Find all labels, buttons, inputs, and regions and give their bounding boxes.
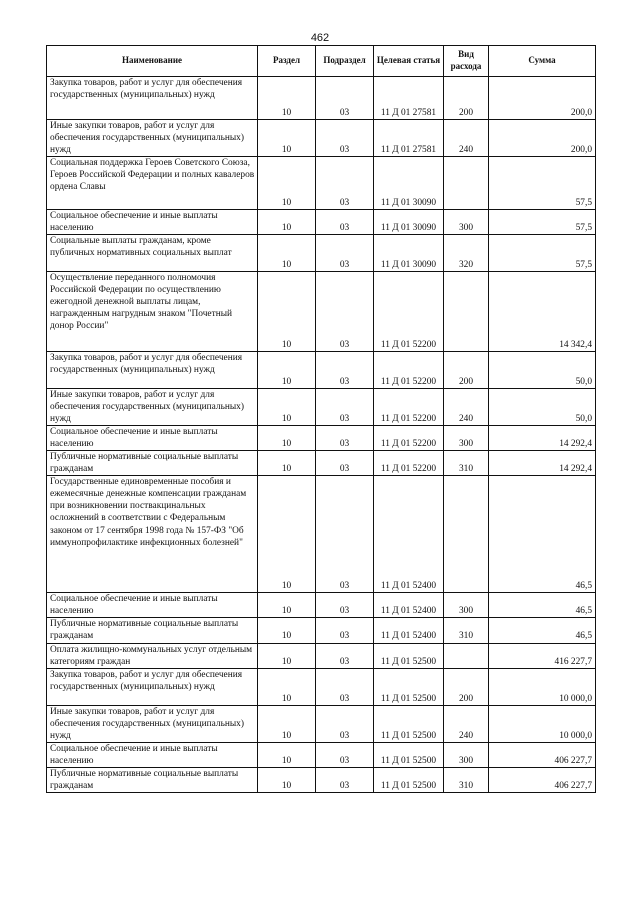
table-row <box>47 767 596 792</box>
table-row <box>47 426 596 451</box>
row-article: 11 Д 01 52200 <box>374 352 444 389</box>
row-subsection: 03 <box>316 272 374 352</box>
row-article: 11 Д 01 30090 <box>374 157 444 210</box>
row-subsection: 03 <box>316 235 374 272</box>
row-name: Закупка товаров, работ и услуг для обеспечения государственных (муниципальных) нужд <box>47 668 258 705</box>
row-expense-type <box>444 272 489 352</box>
row-subsection: 03 <box>316 157 374 210</box>
header-sum: Сумма <box>489 46 596 77</box>
row-section: 10 <box>258 120 316 157</box>
row-name: Социальное обеспечение и иные выплаты населению <box>47 210 258 235</box>
row-expense-type: 310 <box>444 451 489 476</box>
row-article: 11 Д 01 52200 <box>374 272 444 352</box>
row-section: 10 <box>258 77 316 120</box>
row-expense-type: 300 <box>444 210 489 235</box>
row-name: Иные закупки товаров, работ и услуг для обеспечения государственных (муниципальных) нужд <box>47 705 258 742</box>
table-row <box>47 618 596 643</box>
row-expense-type: 300 <box>444 426 489 451</box>
row-sum: 57,5 <box>489 157 596 210</box>
row-article: 11 Д 01 30090 <box>374 210 444 235</box>
row-sum: 46,5 <box>489 618 596 643</box>
row-article: 11 Д 01 52200 <box>374 426 444 451</box>
row-section: 10 <box>258 643 316 668</box>
table-row <box>47 235 596 272</box>
row-expense-type: 200 <box>444 668 489 705</box>
header-section: Раздел <box>258 46 316 77</box>
row-sum: 200,0 <box>489 120 596 157</box>
table-row <box>47 77 596 120</box>
row-sum: 10 000,0 <box>489 705 596 742</box>
row-section: 10 <box>258 593 316 618</box>
row-article: 11 Д 01 52500 <box>374 643 444 668</box>
row-article: 11 Д 01 52500 <box>374 742 444 767</box>
table-row <box>47 742 596 767</box>
row-sum: 10 000,0 <box>489 668 596 705</box>
row-article: 11 Д 01 52400 <box>374 476 444 593</box>
row-expense-type <box>444 157 489 210</box>
table-row <box>47 476 596 593</box>
row-article: 11 Д 01 30090 <box>374 235 444 272</box>
table-row <box>47 451 596 476</box>
row-subsection: 03 <box>316 389 374 426</box>
row-sum: 416 227,7 <box>489 643 596 668</box>
row-subsection: 03 <box>316 643 374 668</box>
row-sum: 57,5 <box>489 235 596 272</box>
row-section: 10 <box>258 705 316 742</box>
header-expense-type: Вид расхода <box>444 46 489 77</box>
row-article: 11 Д 01 52200 <box>374 389 444 426</box>
row-article: 11 Д 01 52400 <box>374 618 444 643</box>
row-section: 10 <box>258 210 316 235</box>
table-row <box>47 120 596 157</box>
row-article: 11 Д 01 27581 <box>374 77 444 120</box>
row-name: Иные закупки товаров, работ и услуг для обеспечения государственных (муниципальных) нужд <box>47 120 258 157</box>
row-sum: 46,5 <box>489 476 596 593</box>
row-subsection: 03 <box>316 426 374 451</box>
row-sum: 50,0 <box>489 389 596 426</box>
row-name: Осуществление переданного полномочия Российской Федерации по осуществлению ежегодной денежной выплаты лицам, награжденным нагрудным знаком "Почетный донор России" <box>47 272 258 352</box>
row-subsection: 03 <box>316 767 374 792</box>
table-row <box>47 389 596 426</box>
row-article: 11 Д 01 52200 <box>374 451 444 476</box>
row-article: 11 Д 01 52500 <box>374 767 444 792</box>
row-subsection: 03 <box>316 352 374 389</box>
row-section: 10 <box>258 426 316 451</box>
row-expense-type: 240 <box>444 120 489 157</box>
row-article: 11 Д 01 52400 <box>374 593 444 618</box>
row-expense-type: 300 <box>444 593 489 618</box>
row-subsection: 03 <box>316 210 374 235</box>
table-row <box>47 352 596 389</box>
table-row <box>47 272 596 352</box>
row-section: 10 <box>258 476 316 593</box>
row-name: Закупка товаров, работ и услуг для обеспечения государственных (муниципальных) нужд <box>47 352 258 389</box>
header-article: Целевая статья <box>374 46 444 77</box>
row-expense-type: 200 <box>444 352 489 389</box>
row-subsection: 03 <box>316 705 374 742</box>
row-expense-type: 200 <box>444 77 489 120</box>
table-row <box>47 210 596 235</box>
budget-table <box>46 45 596 793</box>
row-subsection: 03 <box>316 742 374 767</box>
row-article: 11 Д 01 52500 <box>374 705 444 742</box>
row-name: Оплата жилищно-коммунальных услуг отдельным категориям граждан <box>47 643 258 668</box>
row-article: 11 Д 01 27581 <box>374 120 444 157</box>
row-section: 10 <box>258 389 316 426</box>
row-sum: 50,0 <box>489 352 596 389</box>
row-name: Закупка товаров, работ и услуг для обеспечения государственных (муниципальных) нужд <box>47 77 258 120</box>
row-subsection: 03 <box>316 593 374 618</box>
row-subsection: 03 <box>316 77 374 120</box>
row-subsection: 03 <box>316 476 374 593</box>
row-section: 10 <box>258 742 316 767</box>
row-section: 10 <box>258 668 316 705</box>
row-name: Публичные нормативные социальные выплаты гражданам <box>47 618 258 643</box>
row-sum: 57,5 <box>489 210 596 235</box>
row-subsection: 03 <box>316 451 374 476</box>
table-row <box>47 593 596 618</box>
table-row <box>47 643 596 668</box>
row-expense-type: 320 <box>444 235 489 272</box>
row-section: 10 <box>258 618 316 643</box>
row-sum: 46,5 <box>489 593 596 618</box>
row-name: Социальное обеспечение и иные выплаты населению <box>47 426 258 451</box>
row-section: 10 <box>258 767 316 792</box>
row-subsection: 03 <box>316 120 374 157</box>
row-expense-type <box>444 643 489 668</box>
row-sum: 14 292,4 <box>489 426 596 451</box>
row-expense-type: 240 <box>444 705 489 742</box>
table-row <box>47 705 596 742</box>
header-name: Наименование <box>47 46 258 77</box>
row-expense-type: 300 <box>444 742 489 767</box>
row-expense-type: 310 <box>444 767 489 792</box>
row-subsection: 03 <box>316 668 374 705</box>
row-sum: 14 292,4 <box>489 451 596 476</box>
row-name: Иные закупки товаров, работ и услуг для обеспечения государственных (муниципальных) нужд <box>47 389 258 426</box>
row-section: 10 <box>258 235 316 272</box>
row-name: Социальные выплаты гражданам, кроме публичных нормативных социальных выплат <box>47 235 258 272</box>
row-name: Социальная поддержка Героев Советского Союза, Героев Российской Федерации и полных кавалеров ордена Славы <box>47 157 258 210</box>
row-name: Государственные единовременные пособия и ежемесячные денежные компенсации гражданам при возникновении поствакцинальных осложнений в соответствии с Федеральным законом от 17 сентября 1998 года № 157-ФЗ "Об иммунопрофилактике инфекционных болезней" <box>47 476 258 593</box>
row-sum: 14 342,4 <box>489 272 596 352</box>
page-number: 462 <box>310 32 330 44</box>
row-expense-type: 240 <box>444 389 489 426</box>
row-name: Социальное обеспечение и иные выплаты населению <box>47 593 258 618</box>
table-row <box>47 668 596 705</box>
row-article: 11 Д 01 52500 <box>374 668 444 705</box>
header-subsection: Подраздел <box>316 46 374 77</box>
row-name: Публичные нормативные социальные выплаты гражданам <box>47 767 258 792</box>
table-header-row <box>47 46 596 77</box>
row-sum: 200,0 <box>489 77 596 120</box>
row-sum: 406 227,7 <box>489 767 596 792</box>
row-section: 10 <box>258 272 316 352</box>
row-section: 10 <box>258 352 316 389</box>
table-row <box>47 157 596 210</box>
row-section: 10 <box>258 451 316 476</box>
row-name: Социальное обеспечение и иные выплаты населению <box>47 742 258 767</box>
row-section: 10 <box>258 157 316 210</box>
row-sum: 406 227,7 <box>489 742 596 767</box>
row-subsection: 03 <box>316 618 374 643</box>
row-expense-type: 310 <box>444 618 489 643</box>
row-name: Публичные нормативные социальные выплаты гражданам <box>47 451 258 476</box>
row-expense-type <box>444 476 489 593</box>
